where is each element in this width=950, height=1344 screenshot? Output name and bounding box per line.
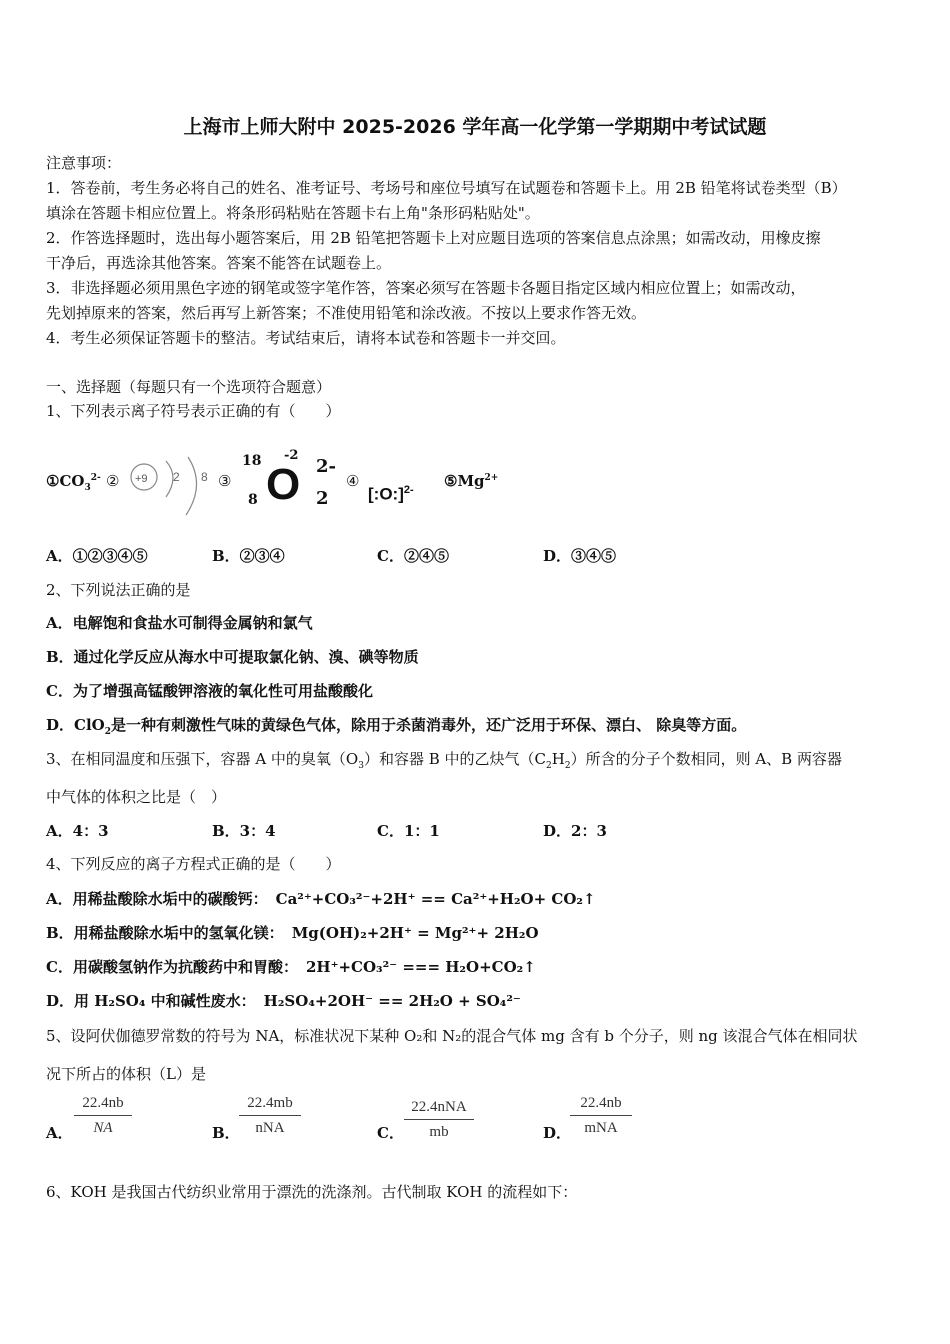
atomic-structure-diagram (126, 455, 216, 517)
q5-stem: 5、设阿伏伽德罗常数的符号为 NA，标准状况下某种 O₂和 N₂的混合气体 mg 含有 b 个分子，则 ng 该混合气体在相同状 (46, 1027, 858, 1045)
q1-item1: $①CO_3^{2-}$ (46, 472, 101, 493)
q1-options (46, 545, 906, 565)
option-d-label: D． (543, 1124, 572, 1142)
q1-stem: 1、下列表示离子符号表示正确的有（ ） (46, 402, 341, 420)
option-c: C．1：1 (377, 822, 440, 840)
numerator: 22.4mb (239, 1095, 301, 1116)
numerator: 22.4nb (570, 1095, 632, 1116)
option-b-label: B． (212, 1124, 240, 1142)
notice-line: 干净后，再选涂其他答案。答案不能答在试题卷上。 (46, 254, 392, 272)
notice-line: 3．非选择题必须用黑色字迹的钢笔或签字笔作答，答案必须写在答题卡各题目指定区域内相应位置上；如需改动， (46, 279, 806, 297)
denominator: NA (93, 1120, 113, 1136)
q3-options (46, 820, 906, 840)
ion-charge: 2- (316, 456, 336, 477)
notice-line: 2．作答选择题时，选出每小题答案后，用 2B 铅笔把答题卡上对应题目选项的答案信息点涂黑；如需改动，用橡皮擦 (46, 229, 821, 247)
numerator: 22.4nNA (404, 1099, 474, 1120)
option-b: B．3：4 (212, 822, 276, 840)
mass-number: 18 (242, 453, 262, 469)
q1-item2-label: ② (106, 472, 120, 490)
shell-2-electrons: 8 (201, 470, 208, 484)
notice-line: 4．考生必须保证答题卡的整洁。考试结束后，请将本试卷和答题卡一并交回。 (46, 329, 566, 347)
option-a: A．①②③④⑤ (46, 547, 148, 565)
q2-option-a: A．电解饱和食盐水可制得金属钠和氯气 (46, 614, 313, 632)
notice-heading: 注意事项： (46, 154, 122, 172)
notice-line: 1．答卷前，考生务必将自己的姓名、准考证号、考场号和座位号填写在试题卷和答题卡上。用 2B 铅笔将试卷类型（B） (46, 179, 847, 197)
q2-option-b: B．通过化学反应从海水中可提取氯化钠、溴、碘等物质 (46, 648, 419, 666)
q1-item3-label: ③ (218, 472, 232, 490)
page-title: 上海市上师大附中 2025-2026 学年高一化学第一学期期中考试试题 (183, 116, 767, 138)
numerator: 22.4nb (74, 1095, 132, 1116)
option-c-label: C． (377, 1124, 404, 1142)
denominator: mb (429, 1124, 449, 1140)
electron-shell-1 (166, 461, 173, 497)
option-c-fraction (404, 1099, 474, 1141)
q5-stem-line2: 况下所占的体积（L）是 (46, 1065, 206, 1083)
option-d: D．③④⑤ (543, 547, 617, 565)
q4-stem: 4、下列反应的离子方程式正确的是（ ） (46, 855, 341, 873)
atomic-number: 8 (248, 492, 258, 508)
option-d: D．2：3 (543, 822, 607, 840)
q1-item5: $⑤Mg^{2+}$ (444, 472, 499, 490)
q6-stem: 6、KOH 是我国古代纺织业常用于漂洗的洗涤剂。古代制取 KOH 的流程如下： (46, 1183, 578, 1201)
denominator: mNA (584, 1120, 618, 1136)
section-heading: 一、选择题（每题只有一个选项符合题意） (46, 378, 332, 396)
q4-option-a: A．用稀盐酸除水垢中的碳酸钙： Ca²⁺+CO₃²⁻+2H⁺ == Ca²⁺+H₂O+ CO₂↑ (46, 890, 596, 908)
option-a-fraction (74, 1095, 132, 1137)
q4-option-b: B．用稀盐酸除水垢中的氢氧化镁： Mg(OH)₂+2H⁺ = Mg²⁺+ 2H₂O (46, 924, 539, 942)
q3-stem-line2: 中气体的体积之比是（ ） (46, 788, 227, 806)
q2-option-d: D．ClO$_2$是一种有刺激性气味的黄绿色气体，除用于杀菌消毒外，还广泛用于环保、漂白、 除臭等方面。 (46, 716, 747, 737)
notice-line: 先划掉原来的答案，然后再写上新答案；不准使用铅笔和涂改液。不按以上要求作答无效。 (46, 304, 647, 322)
nucleus-charge: +9 (135, 473, 148, 485)
atom-count: 2 (316, 488, 329, 509)
q1-item3-isotope (240, 450, 340, 514)
notice-line: 填涂在答题卡相应位置上。将条形码粘贴在答题卡右上角"条形码粘贴处"。 (46, 204, 540, 222)
element-symbol: O (266, 460, 301, 509)
q1-item4-label: ④ (346, 472, 360, 490)
option-c: C．②④⑤ (377, 547, 449, 565)
oxidation-state: -2 (284, 448, 299, 463)
option-a-label: A． (46, 1124, 73, 1142)
q4-option-d: D．用 H₂SO₄ 中和碱性废水： H₂SO₄+2OH⁻ == 2H₂O + SO₄²⁻ (46, 992, 521, 1010)
q2-stem: 2、下列说法正确的是 (46, 581, 191, 599)
option-b: B．②③④ (212, 547, 285, 565)
option-a: A．4：3 (46, 822, 109, 840)
shell-1-electrons: 2 (173, 470, 180, 484)
q1-item4-lewis: [:O:]$^{2-}$ (368, 484, 414, 504)
q2-option-c: C．为了增强高锰酸钾溶液的氧化性可用盐酸酸化 (46, 682, 373, 700)
q3-stem: 3、在相同温度和压强下，容器 A 中的臭氧$(O_3)$和容器 B 中的乙炔气$(C_2H_2)$所含的分子个数相同，则 A、B 两容器 (46, 750, 842, 771)
option-d-fraction (570, 1095, 632, 1137)
option-b-fraction (239, 1095, 301, 1137)
q4-option-c: C．用碳酸氢钠作为抗酸药中和胃酸： 2H⁺+CO₃²⁻ === H₂O+CO₂↑ (46, 958, 536, 976)
denominator: nNA (255, 1120, 285, 1136)
electron-shell-2 (186, 457, 197, 515)
